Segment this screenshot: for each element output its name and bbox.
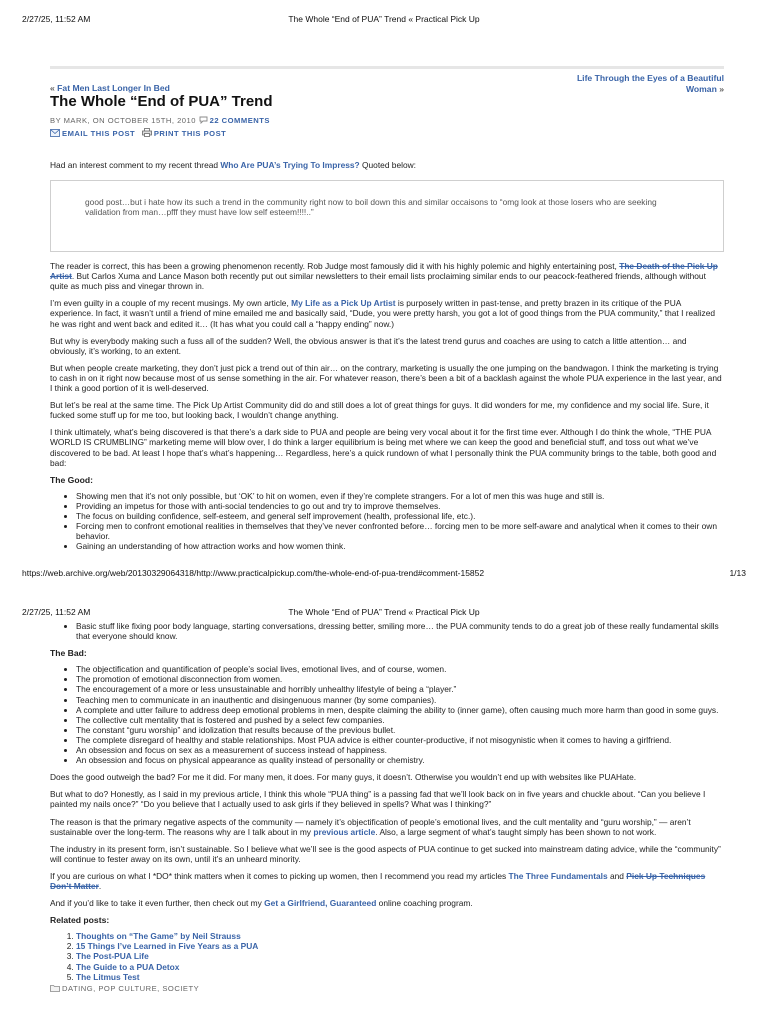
- list-item: [76, 951, 724, 961]
- paragraph: I think ultimately, what’s being discovered is that there’s a dark side to PUA and people are being very vocal about it for the first time ever. Although I do think the whole, “THE PUA WORLD IS CRUMBLING” marketing meme will blow over, I do think a larger equilibrium is being met where we can keep the good and beneficial stuff, and toss out what we’ve discovered to be bad. At least I hope that’s what’s happening… Regardless, here’s a quick rundown of what I personally think the PUA community brings to the table, both good and bad:: [50, 427, 717, 468]
- related-link[interactable]: 15 Things I’ve Learned in Five Years as a PUA: [76, 941, 259, 952]
- intro-paragraph: Had an interest comment to my recent thread Who Are PUA’s Trying To Impress? Quoted below:: [50, 160, 417, 170]
- email-post-link[interactable]: EMAIL THIS POST: [62, 129, 136, 138]
- list-item: • The collective cult mentality that is fostered and pushed by a select few companies.: [76, 715, 724, 725]
- list-item: • Forcing men to confront emotional realities in themselves that they’ve never confronted before… forcing men to be more self-aware and analytical when it comes to their own behavior.: [76, 521, 724, 541]
- list-item: [76, 972, 724, 982]
- list-item: • Gaining an understanding of how attraction works and how women think.: [76, 541, 724, 551]
- my-life-pua-link[interactable]: My Life as a Pick Up Artist: [291, 298, 396, 309]
- print-doc-title: The Whole “End of PUA” Trend « Practical Pick Up: [288, 14, 480, 24]
- related-list: [50, 931, 724, 981]
- list-item: • Showing men that it’s not only possible, but ‘OK’ to hit on women, even if they’re complete strangers. For a lot of men this was huge and still is.: [76, 491, 724, 501]
- list-item: • Basic stuff like fixing poor body language, starting conversations, dressing better, smiling more… the PUA community tends to do a great job of these really fundamental skills that everyone should know.: [76, 621, 724, 641]
- print-header: [22, 14, 746, 26]
- related-link[interactable]: The Guide to a PUA Detox: [76, 961, 180, 972]
- print-footer: [22, 568, 746, 580]
- post-body-page1: [50, 160, 724, 558]
- good-list: [50, 491, 724, 552]
- print-header-page2: [22, 607, 746, 619]
- previous-post-link[interactable]: Fat Men Last Longer In Bed: [57, 83, 170, 93]
- paragraph: The industry in its present form, isn’t sustainable. So I believe what we’ll see is the good aspects of PUA continue to get sucked into mainstream dating advice, while the “community” will continue to fester away on its own, until it’s an unheard minority.: [50, 843, 721, 864]
- paragraph: And if you’d like to take it even further, then check out my Get a Girlfriend, Guaranteed online coaching program.: [50, 898, 473, 909]
- list-item: • An obsession and focus on physical appearance as quality instead of personality or chemistry.: [76, 755, 724, 765]
- list-item: • The objectification and quantification of people’s social lives, emotional lives, and of course, women.: [76, 664, 724, 674]
- previous-article-link[interactable]: previous article: [313, 826, 376, 837]
- post-categories: [50, 984, 724, 995]
- list-item: • The promotion of emotional disconnection from women.: [76, 674, 724, 684]
- death-of-pua-link[interactable]: The Death of the Pick Up Artist: [50, 261, 718, 282]
- next-post-link[interactable]: Life Through the Eyes of a Beautiful Woman: [576, 73, 724, 94]
- list-item: • The encouragement of a more or less unsustainable and horribly unhealthy lifestyle of being a “player.”: [76, 684, 724, 694]
- printer-icon: [142, 128, 152, 141]
- list-item: • An obsession and focus on sex as a measurement of success instead of happiness.: [76, 745, 724, 755]
- page-number: 1/13: [729, 568, 746, 578]
- related-link[interactable]: The Litmus Test: [76, 971, 140, 982]
- reader-quote: good post…but i hate how its such a trend in the community right now to boil down this and similar occaisons to “omg look at those losers who are seeking validation from man…pfff they must have low self esteem!!!!..”: [50, 180, 724, 252]
- list-item: • Teaching men to communicate in an inauthentic and disingenuous manner (by some companies).: [76, 695, 724, 705]
- paragraph: But when people create marketing, they don’t just pick a trend out of thin air… on the contrary, marketing is usually the one jumping on the bandwagon. I think the marketing is trying to cash in on it right now because most of us sense something in the air. For whatever reason, there’s been a bit of a backlash against the whole PUA experience in the last year, and I think a good portion of it is well-deserved.: [50, 362, 722, 394]
- good-heading: The Good:: [50, 474, 93, 485]
- print-datetime: 2/27/25, 11:52 AM: [22, 14, 91, 24]
- post-body-page2: [50, 621, 724, 995]
- list-item: • Providing an impetus for those with anti-social tendencies to go out and try to improve themselves.: [76, 501, 724, 511]
- paragraph: But let’s be real at the same time. The Pick Up Artist Community did do and still does a lot of great things for guys. It did wonders for me, my confidence and my social life. Sure, it fucked some stuff up for me too, but looking back, I wouldn’t change anything.: [50, 400, 709, 421]
- list-item: [76, 962, 724, 972]
- techniques-dont-matter-link[interactable]: Pick Up Techniques Don’t Matter: [50, 870, 706, 891]
- email-icon: [50, 129, 60, 141]
- paragraph: I’m even guilty in a couple of my recent musings. My own article, My Life as a Pick Up Artist is purposely written in past-tense, and pretty brazen in its critique of the PUA experience. In fact, it wasn’t until a friend of mine emailed me and basically said, “Dude, you were pretty harsh, you got a lot of good things from the PUA community,” that I realized he was right and went back and edited it… (It has what you could call a “happy ending” now.): [50, 298, 716, 329]
- list-item: [76, 941, 724, 951]
- paragraph: But why is everybody making such a fuss all of the sudden? Well, the obvious answer is that it’s the latest trend gurus and coaches are using to catch a little attention… and obviously, it’s working, to an extent.: [50, 335, 687, 356]
- post-meta: [50, 115, 270, 141]
- print-doc-title: The Whole “End of PUA” Trend « Practical Pick Up: [288, 607, 480, 617]
- byline: BY MARK, ON OCTOBER 15TH, 2010: [50, 116, 196, 125]
- top-rule: [50, 66, 724, 69]
- list-item: [76, 931, 724, 941]
- list-item: • The constant “guru worship” and idolization that results because of the previous bullet.: [76, 725, 724, 735]
- bad-heading: The Bad:: [50, 648, 87, 659]
- paragraph: The reason is that the primary negative aspects of the community — namely it’s objectification of people’s emotional lives, and the cult mentality and “guru worship,” — aren’t sustainable over the long-term. The reasons why are I talk about in my previous article. Also, a large segment of what’s taught simply has been shown to not work.: [50, 816, 691, 837]
- list-item: • A complete and utter failure to address deep emotional problems in men, despite claiming the ability to (inner game), often causing much more harm than good in some guys.: [76, 705, 724, 715]
- folder-icon: [50, 984, 60, 995]
- print-url: https://web.archive.org/web/20130329064318/http://www.practicalpickup.com/the-whole-end-of-pua-trend#comment-15852: [22, 568, 485, 578]
- good-list-continued: [50, 621, 724, 641]
- categories-text[interactable]: DATING, POP CULTURE, SOCIETY: [62, 983, 200, 993]
- related-link[interactable]: Thoughts on “The Game” by Neil Strauss: [76, 931, 241, 942]
- comment-icon: [199, 116, 208, 128]
- list-item: • The focus on building confidence, self-esteem, and general self improvement (health, professional life, etc.).: [76, 511, 724, 521]
- three-fundamentals-link[interactable]: The Three Fundamentals: [508, 870, 608, 881]
- paragraph: If you are curious on what I *DO* think matters when it comes to picking up women, then I recommend you read my articles The Three Fundamentals and Pick Up Techniques Don’t Matter.: [50, 870, 706, 891]
- next-post: Life Through the Eyes of a Beautiful Woman »: [576, 73, 724, 94]
- paragraph: Does the good outweigh the bad? For me it did. For many men, it does. For many guys, it doesn’t. Otherwise you wouldn’t end up with websites like PUAHate.: [50, 772, 637, 783]
- related-link[interactable]: The Post-PUA Life: [76, 951, 149, 962]
- print-datetime: 2/27/25, 11:52 AM: [22, 607, 91, 617]
- girlfriend-guaranteed-link[interactable]: Get a Girlfriend, Guaranteed: [264, 898, 377, 909]
- list-item: • The complete disregard of healthy and stable relationships. Most PUA advice is either counter-productive, if not misogynistic when it comes to having a girlfriend.: [76, 735, 724, 745]
- paragraph: But what to do? Honestly, as I said in my previous article, I think this whole “PUA thing” is a passing fad that we’ll look back on in five years and chuckle about. “Can you believe I painted my nails once?” “Do you believe that I actually used to ask girls if they believed in spells? What was I thinking?”: [50, 789, 706, 810]
- previous-post: « Fat Men Last Longer In Bed: [50, 83, 170, 93]
- paragraph: The reader is correct, this has been a growing phenomenon recently. Rob Judge most famously did it with his highly polemic and highly entertaining post, The Death of the Pick Up Artist. But Carlos Xuma and Lance Mason both recently put out similar newsletters to their email lists proclaiming similar ends to our peacock-feathered friends, although without quite as much piss and vinegar thrown in.: [50, 261, 718, 292]
- impress-thread-link[interactable]: Who Are PUA’s Trying To Impress?: [220, 160, 360, 170]
- print-post-link[interactable]: PRINT THIS POST: [153, 129, 227, 138]
- related-heading: Related posts:: [50, 915, 110, 926]
- comments-link[interactable]: 22 COMMENTS: [209, 116, 270, 125]
- bad-list: [50, 664, 724, 765]
- post-title: The Whole “End of PUA” Trend: [50, 93, 273, 110]
